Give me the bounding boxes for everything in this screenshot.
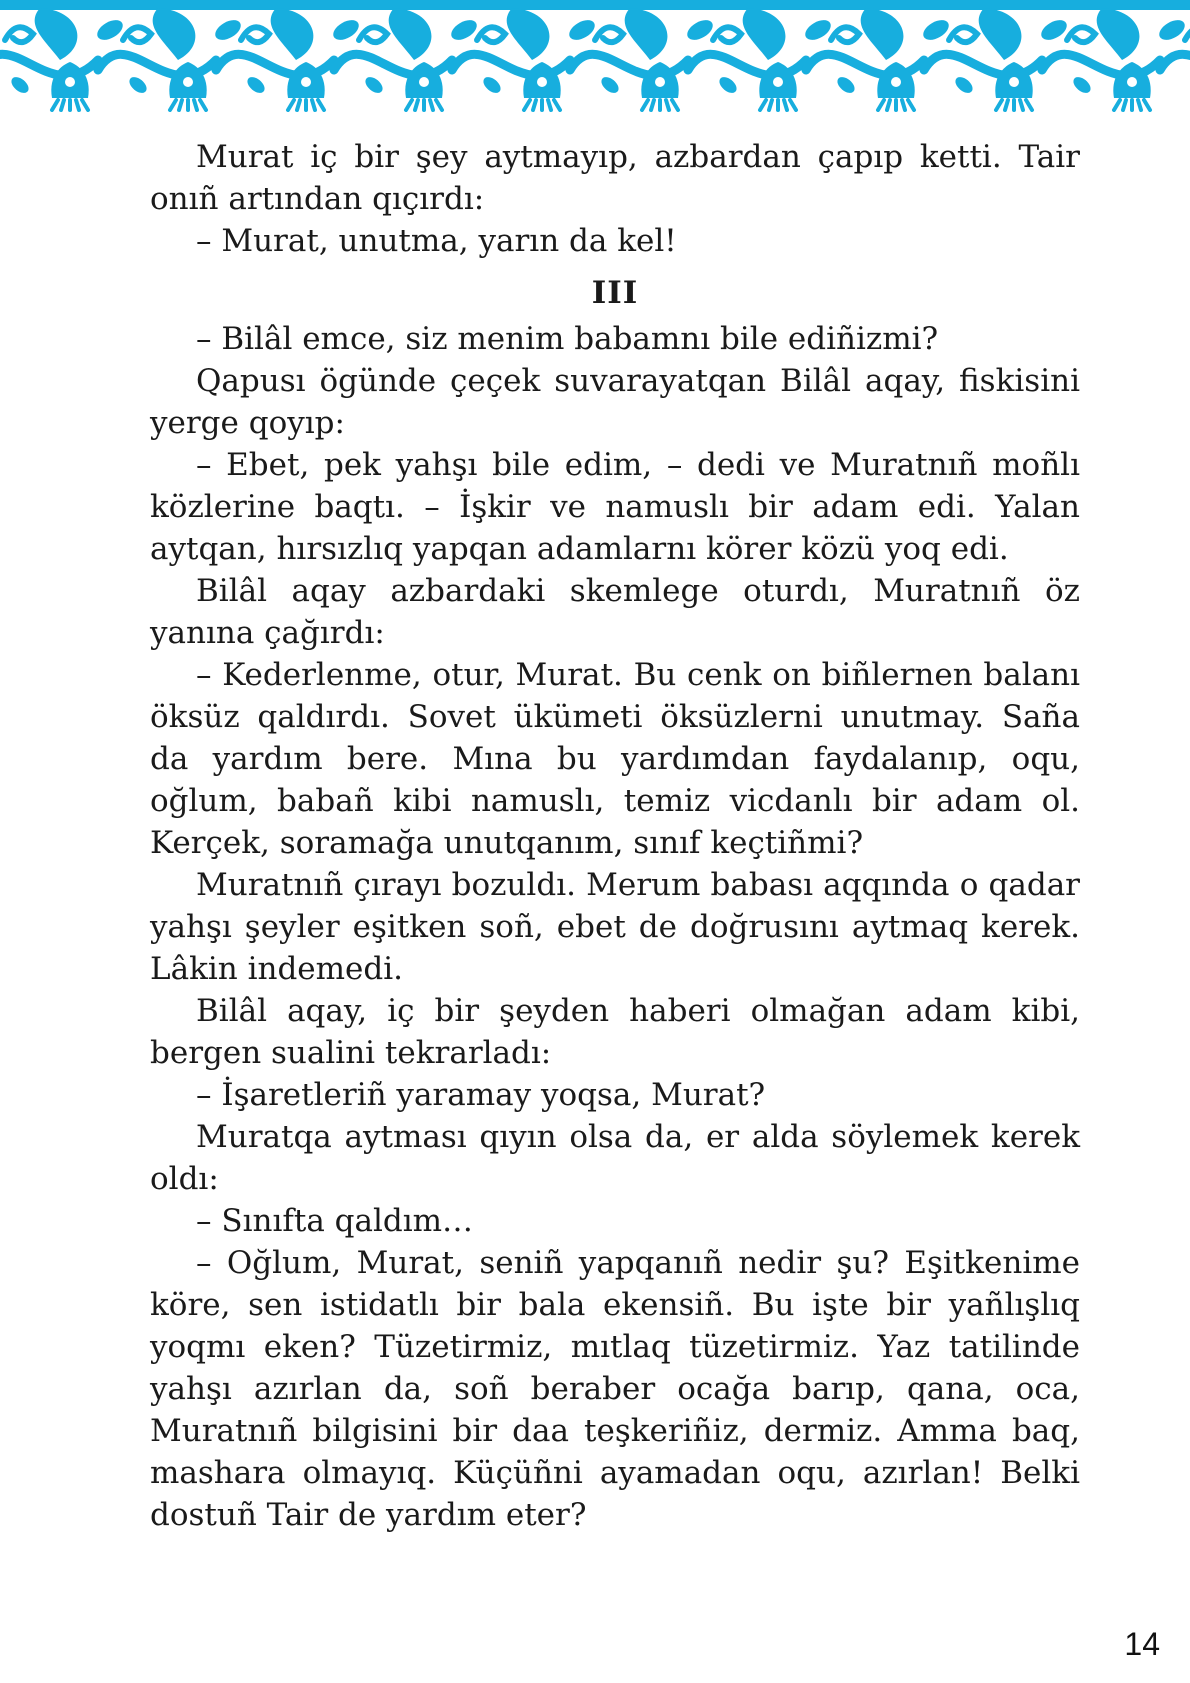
- paragraph: – Bilâl emce, siz menim babamnı bile ediñizmi?: [196, 321, 939, 357]
- page-text: [150, 136, 1080, 1536]
- floral-ornament-band: [0, 0, 1190, 112]
- paragraph: Bilâl aqay, iç bir şeyden haberi olmağan adam kibi, bergen sualini tekrarladı:: [150, 993, 1080, 1071]
- page-number: 14: [1124, 1626, 1160, 1662]
- paragraphs-after-section: [150, 318, 1080, 1536]
- paragraph: Muratnıñ çırayı bozuldı. Merum babası aqqında o qadar yahşı şeyler eşitken soñ, ebet de doğrusını aytmaq kerek. Lâkin indemedi.: [150, 867, 1080, 987]
- paragraph: – Sınıfta qaldım…: [196, 1203, 474, 1239]
- section-heading: III: [591, 275, 639, 311]
- paragraph: – Kederlenme, otur, Murat. Bu cenk on biñlernen balanı öksüz qaldırdı. Sovet ükümeti öksüzlerni unutmay. Saña da yardım bere. Mına bu yardımdan faydalanıp, oqu, oğlum, babañ kibi namuslı, temiz vicdanlı bir adam ol. Kerçek, soramağa unutqanım, sınıf keçtiñmi?: [150, 657, 1080, 861]
- paragraph: – Ebet, pek yahşı bile edim, – dedi ve Muratnıñ moñlı közlerine baqtı. – İşkir ve namuslı bir adam edi. Yalan aytqan, hırsızlıq yapqan adamlarnı körer közü yoq edi.: [150, 447, 1080, 567]
- paragraph: – Oğlum, Murat, seniñ yapqanıñ nedir şu? Eşitkenime köre, sen istidatlı bir bala ekensiñ. Bu işte bir yañlışlıq yoqmı eken? Tüzetirmiz, mıtlaq tüzetirmiz. Yaz tatilinde yahşı azırlan da, soñ beraber ocağa barıp, qana, oca, Muratnıñ bilgisini bir daa teşkeriñiz, dermiz. Amma baq, mashara olmayıq. Küçüñni ayamadan oqu, azırlan! Belki dostuñ Tair de yardım eter?: [150, 1245, 1080, 1533]
- paragraph: – İşaretleriñ yaramay yoqsa, Murat?: [196, 1077, 766, 1113]
- paragraph: – Murat, unutma, yarın da kel!: [196, 223, 677, 259]
- paragraph: Bilâl aqay azbardaki skemlege oturdı, Muratnıñ öz yanına çağırdı:: [150, 573, 1080, 651]
- floral-ornament-icon: [0, 0, 1190, 112]
- paragraph: Muratqa aytması qıyın olsa da, er alda söylemek kerek oldı:: [150, 1119, 1080, 1197]
- paragraphs-before-section: [150, 136, 1080, 262]
- paragraph: Murat iç bir şey aytmayıp, azbardan çapıp ketti. Tair onıñ artından qıçırdı:: [150, 139, 1080, 217]
- paragraph: Qapusı ögünde çeçek suvarayatqan Bilâl aqay, fiskisini yerge qoyıp:: [150, 363, 1080, 441]
